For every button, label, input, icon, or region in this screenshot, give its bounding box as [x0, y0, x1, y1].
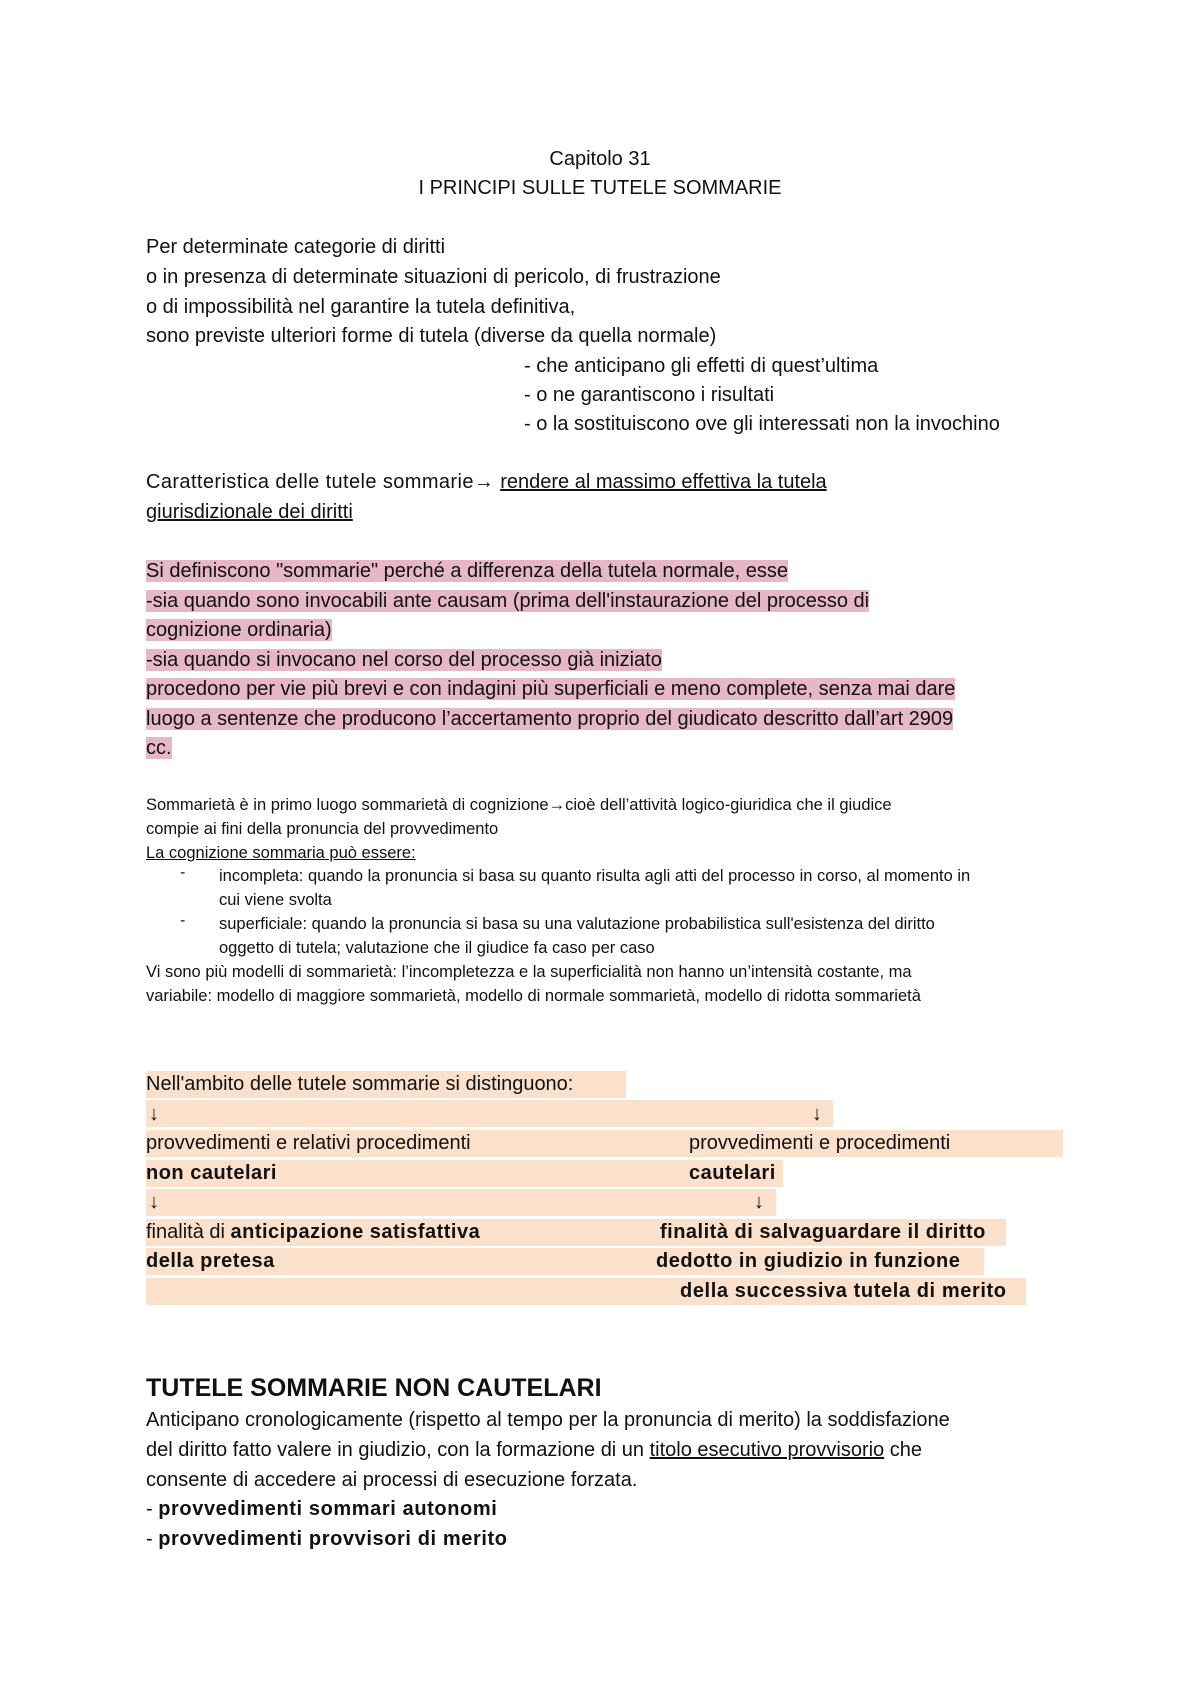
- chapter-number: Capitolo 31: [549, 148, 651, 170]
- schema-right-bold: della successiva tutela di merito: [680, 1280, 1007, 1302]
- intro-line: sono previste ulteriori forme di tutela (diverse da quella normale): [146, 325, 717, 347]
- schema-left-finalita: finalità di anticipazione satisfattiva: [146, 1221, 481, 1243]
- bullet-item: superficiale: quando la pronuncia si basa su una valutazione probabilistica sull'esistenza del diritto: [219, 915, 935, 933]
- definition-line: -sia quando sono invocabili ante causam (prima dell'instaurazione del processo di: [146, 590, 870, 612]
- models-line: Vi sono più modelli di sommarietà: l’incompletezza e la superficialità non hanno un’intensità costante, ma: [146, 963, 912, 981]
- schema-right-bold: cautelari: [689, 1162, 776, 1184]
- list-item: - provvedimenti sommari autonomi: [146, 1498, 498, 1520]
- sommarieta-line: compie ai fini della pronuncia del provvedimento: [146, 820, 499, 838]
- down-arrow-icon: ↓: [149, 1191, 159, 1213]
- schema-highlight: [146, 1189, 776, 1216]
- caratteristica-underlined-cont: giurisdizionale dei diritti: [146, 501, 353, 523]
- chapter-title: I PRINCIPI SULLE TUTELE SOMMARIE: [418, 177, 782, 199]
- definition-line: luogo a sentenze che producono l’accertamento proprio del giudicato descritto dall’art 2909: [146, 708, 954, 730]
- definition-line: cc.: [146, 737, 172, 759]
- schema-right-bold: dedotto in giudizio in funzione: [656, 1250, 961, 1272]
- down-arrow-icon: ↓: [149, 1103, 159, 1125]
- section-heading: TUTELE SOMMARIE NON CAUTELARI: [146, 1374, 602, 1402]
- schema-right-finalita: finalità di salvaguardare il diritto: [660, 1221, 986, 1243]
- definition-line: procedono per vie più brevi e con indagini più superficiali e meno complete, senza mai dare: [146, 678, 956, 700]
- section-paragraph-line: del diritto fatto valere in giudizio, con la formazione di un titolo esecutivo provvisorio che: [146, 1439, 922, 1461]
- bullet-dash: -: [180, 864, 186, 881]
- intro-dash-item: - o la sostituiscono ove gli interessati non la invochino: [524, 413, 1000, 435]
- bullet-item-cont: oggetto di tutela; valutazione che il giudice fa caso per caso: [219, 939, 655, 957]
- schema-left-bold: non cautelari: [146, 1162, 277, 1184]
- definition-line: cognizione ordinaria): [146, 619, 332, 641]
- section-paragraph-line: Anticipano cronologicamente (rispetto al tempo per la pronuncia di merito) la soddisfazione: [146, 1409, 950, 1431]
- bullet-item: incompleta: quando la pronuncia si basa su quanto risulta agli atti del processo in corso, al momento in: [219, 867, 971, 885]
- sommarieta-subheading: La cognizione sommaria può essere:: [146, 844, 416, 862]
- intro-dash-item: - o ne garantiscono i risultati: [524, 384, 775, 406]
- definition-line: Si definiscono "sommarie" perché a differenza della tutela normale, esse: [146, 560, 788, 582]
- bullet-item-cont: cui viene svolta: [219, 891, 332, 909]
- schema-right-line: provvedimenti e procedimenti: [689, 1132, 951, 1154]
- schema-intro: Nell'ambito delle tutele sommarie si distinguono:: [146, 1073, 574, 1095]
- models-line: variabile: modello di maggiore sommarietà, modello di normale sommarietà, modello di ridotta sommarietà: [146, 987, 921, 1005]
- caratteristica-underlined: rendere al massimo effettiva la tutela: [500, 471, 827, 493]
- sommarieta-line: Sommarietà è in primo luogo sommarietà di cognizione→cioè dell’attività logico-giuridica che il giudice: [146, 796, 892, 814]
- caratteristica-label: Caratteristica delle tutele sommarie→: [146, 471, 501, 493]
- intro-line: o di impossibilità nel garantire la tutela definitiva,: [146, 296, 576, 318]
- schema-left-line: provvedimenti e relativi procedimenti: [146, 1132, 471, 1154]
- down-arrow-icon: ↓: [812, 1103, 822, 1125]
- section-paragraph-line: consente di accedere ai processi di esecuzione forzata.: [146, 1469, 638, 1491]
- caratteristica-line: [146, 467, 827, 497]
- schema-left-bold: della pretesa: [146, 1250, 275, 1272]
- down-arrow-icon: ↓: [754, 1191, 764, 1213]
- intro-line: o in presenza di determinate situazioni di pericolo, di frustrazione: [146, 266, 721, 288]
- intro-line: Per determinate categorie di diritti: [146, 236, 446, 258]
- schema-highlight: [146, 1100, 833, 1127]
- intro-dash-item: - che anticipano gli effetti di quest’ultima: [524, 355, 879, 377]
- definition-line: -sia quando si invocano nel corso del processo già iniziato: [146, 649, 662, 671]
- list-item: - provvedimenti provvisori di merito: [146, 1528, 508, 1550]
- bullet-dash: -: [180, 912, 186, 929]
